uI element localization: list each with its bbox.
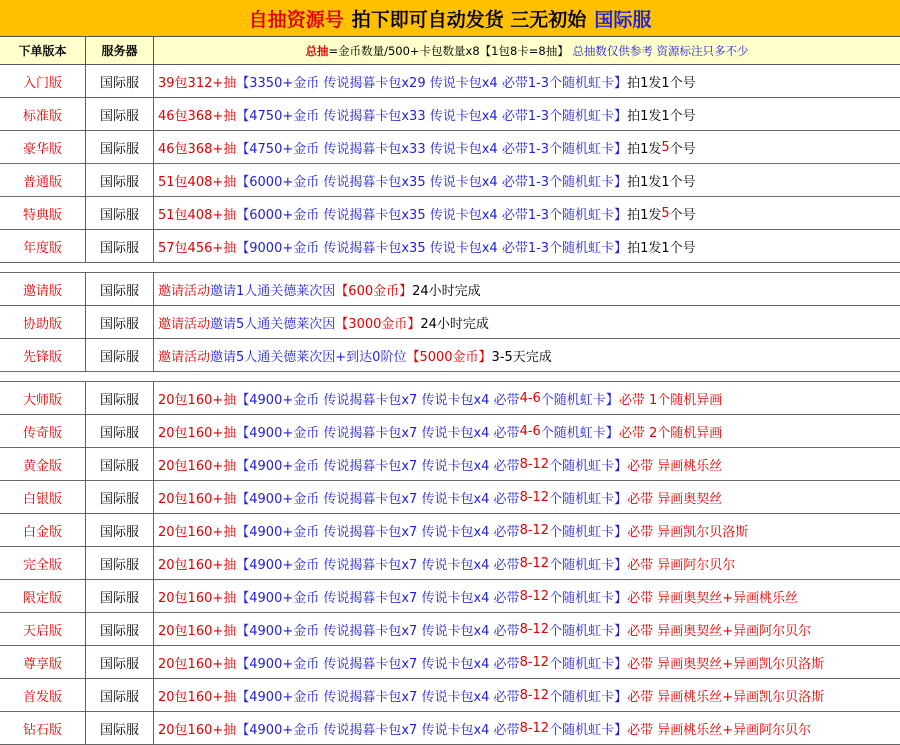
- version-cell: 协助版: [0, 306, 86, 338]
- version-cell: 普通版: [0, 164, 86, 196]
- server-cell: 国际服: [86, 448, 154, 480]
- header-note-formula: =金币数量/500+卡包数量x8【1包8卡=8抽】: [328, 43, 569, 58]
- content-segment: 20包160+抽: [158, 392, 237, 408]
- content-segment: 24小时完成: [420, 316, 489, 332]
- content-segment: 【4750+金币 传说揭暮卡包x33 传说卡包x4 必带1-3个随机虹卡】: [236, 108, 628, 124]
- header-note-disclaimer: 总抽数仅供参考 资源标注只多不少: [572, 43, 749, 58]
- content-segment: 39包312+抽: [158, 75, 237, 91]
- content-segment: 【6000+金币 传说揭暮卡包x35 传说卡包x4 必带1-3个随机虹卡】: [236, 207, 628, 223]
- content-cell: [154, 448, 900, 480]
- table-header: [0, 37, 900, 65]
- content-segment: 8-12: [519, 621, 550, 637]
- table-row: [0, 230, 900, 263]
- content-segment: 必带 1个随机异画: [618, 392, 723, 408]
- content-segment: 【4900+金币 传说揭暮卡包x7 传说卡包x4 必带: [236, 425, 520, 441]
- content-segment: 邀请5人通关德莱次因: [210, 316, 336, 332]
- content-segment: 拍1发1个号: [627, 174, 696, 190]
- content-segment: 5: [661, 139, 670, 155]
- content-segment: 8-12: [519, 720, 550, 736]
- version-cell: 豪华版: [0, 131, 86, 163]
- table-row: [0, 164, 900, 197]
- server-cell: 国际服: [86, 197, 154, 229]
- content-segment: 【4900+金币 传说揭暮卡包x7 传说卡包x4 必带: [236, 590, 520, 606]
- sheet-title: [0, 0, 900, 37]
- content-segment: 必带 异画奥契丝+异画阿尔贝尔: [627, 623, 812, 639]
- version-cell: 邀请版: [0, 273, 86, 305]
- content-cell: [154, 679, 900, 711]
- content-segment: 个随机虹卡】: [549, 557, 628, 573]
- server-cell: 国际服: [86, 65, 154, 97]
- version-cell: 完全版: [0, 547, 86, 579]
- server-cell: 国际服: [86, 131, 154, 163]
- group-separator: [0, 372, 900, 382]
- server-cell: 国际服: [86, 646, 154, 678]
- content-segment: 拍1发1个号: [627, 240, 696, 256]
- content-cell: [154, 98, 900, 130]
- content-cell: [154, 273, 900, 305]
- content-segment: 3-5天完成: [491, 349, 552, 365]
- table-row: [0, 306, 900, 339]
- content-segment: 20包160+抽: [158, 524, 237, 540]
- content-segment: 8-12: [519, 456, 550, 472]
- server-cell: 国际服: [86, 306, 154, 338]
- server-cell: 国际服: [86, 230, 154, 262]
- content-cell: [154, 230, 900, 262]
- content-segment: 必带 异画阿尔贝尔: [627, 557, 736, 573]
- version-cell: 尊享版: [0, 646, 86, 678]
- content-segment: 5: [661, 205, 670, 221]
- content-segment: 20包160+抽: [158, 491, 237, 507]
- content-segment: 【5000金币】: [406, 349, 492, 365]
- content-segment: 个随机虹卡】: [549, 458, 628, 474]
- content-segment: 【600金币】: [335, 283, 413, 299]
- content-segment: 邀请活动: [158, 349, 211, 365]
- content-segment: 邀请5人通关德莱次因+到达0阶位: [210, 349, 407, 365]
- content-segment: 必带 异画桃乐丝+异画阿尔贝尔: [627, 722, 812, 738]
- table-row: [0, 98, 900, 131]
- content-segment: 【4900+金币 传说揭暮卡包x7 传说卡包x4 必带: [236, 557, 520, 573]
- content-segment: 邀请活动: [158, 316, 211, 332]
- content-segment: 20包160+抽: [158, 656, 237, 672]
- content-segment: 个随机虹卡】: [549, 590, 628, 606]
- version-cell: 年度版: [0, 230, 86, 262]
- server-cell: 国际服: [86, 164, 154, 196]
- content-segment: 8-12: [519, 489, 550, 505]
- content-segment: 【4900+金币 传说揭暮卡包x7 传说卡包x4 必带: [236, 623, 520, 639]
- content-segment: 【9000+金币 传说揭暮卡包x35 传说卡包x4 必带1-3个随机虹卡】: [236, 240, 628, 256]
- content-segment: 【4900+金币 传说揭暮卡包x7 传说卡包x4 必带: [236, 689, 520, 705]
- version-cell: 白金版: [0, 514, 86, 546]
- content-segment: 个随机虹卡】: [540, 425, 619, 441]
- version-cell: 天启版: [0, 613, 86, 645]
- header-version: 下单版本: [0, 37, 86, 64]
- content-segment: 4-6: [519, 423, 541, 439]
- content-segment: 【3350+金币 传说揭暮卡包x29 传说卡包x4 必带1-3个随机虹卡】: [236, 75, 628, 91]
- server-cell: 国际服: [86, 481, 154, 513]
- version-cell: 标准版: [0, 98, 86, 130]
- server-cell: 国际服: [86, 98, 154, 130]
- server-cell: 国际服: [86, 580, 154, 612]
- content-segment: 必带 异画奥契丝+异画凯尔贝洛斯: [627, 656, 825, 672]
- content-segment: 46包368+抽: [158, 141, 237, 157]
- content-segment: 8-12: [519, 588, 550, 604]
- header-note: [154, 37, 900, 64]
- content-segment: 必带 异画桃乐丝: [627, 458, 723, 474]
- content-segment: 拍1发1个号: [627, 108, 696, 124]
- header-server: 服务器: [86, 37, 154, 64]
- table-row: [0, 712, 900, 745]
- content-cell: [154, 514, 900, 546]
- content-cell: [154, 382, 900, 414]
- content-cell: [154, 65, 900, 97]
- table-row: [0, 646, 900, 679]
- version-cell: 限定版: [0, 580, 86, 612]
- content-segment: 20包160+抽: [158, 458, 237, 474]
- content-segment: 20包160+抽: [158, 623, 237, 639]
- table-body: [0, 65, 900, 745]
- content-segment: 8-12: [519, 687, 550, 703]
- content-segment: 20包160+抽: [158, 557, 237, 573]
- version-cell: 先锋版: [0, 339, 86, 371]
- content-segment: 20包160+抽: [158, 722, 237, 738]
- header-note-total: 总抽: [305, 43, 329, 58]
- content-segment: 个随机虹卡】: [549, 722, 628, 738]
- title-server: 国际服: [594, 8, 652, 31]
- content-segment: 【4750+金币 传说揭暮卡包x33 传说卡包x4 必带1-3个随机虹卡】: [236, 141, 628, 157]
- content-segment: 51包408+抽: [158, 174, 237, 190]
- content-segment: 【4900+金币 传说揭暮卡包x7 传说卡包x4 必带: [236, 458, 520, 474]
- content-segment: 20包160+抽: [158, 425, 237, 441]
- content-cell: [154, 197, 900, 229]
- content-segment: 个随机虹卡】: [549, 689, 628, 705]
- version-cell: 黄金版: [0, 448, 86, 480]
- content-cell: [154, 131, 900, 163]
- table-row: [0, 339, 900, 372]
- server-cell: 国际服: [86, 415, 154, 447]
- server-cell: 国际服: [86, 514, 154, 546]
- table-row: [0, 514, 900, 547]
- content-segment: 20包160+抽: [158, 689, 237, 705]
- server-cell: 国际服: [86, 613, 154, 645]
- table-row: [0, 481, 900, 514]
- table-row: [0, 382, 900, 415]
- content-segment: 【3000金币】: [335, 316, 421, 332]
- content-segment: 24小时完成: [412, 283, 481, 299]
- version-cell: 首发版: [0, 679, 86, 711]
- content-cell: [154, 339, 900, 371]
- content-segment: 个随机虹卡】: [549, 623, 628, 639]
- content-segment: 4-6: [519, 390, 541, 406]
- server-cell: 国际服: [86, 547, 154, 579]
- content-segment: 【4900+金币 传说揭暮卡包x7 传说卡包x4 必带: [236, 392, 520, 408]
- version-cell: 入门版: [0, 65, 86, 97]
- content-cell: [154, 164, 900, 196]
- content-segment: 8-12: [519, 555, 550, 571]
- content-segment: 拍1发: [627, 207, 662, 223]
- content-segment: 个随机虹卡】: [549, 491, 628, 507]
- content-segment: 20包160+抽: [158, 590, 237, 606]
- table-row: [0, 197, 900, 230]
- content-segment: 57包456+抽: [158, 240, 237, 256]
- content-segment: 【4900+金币 传说揭暮卡包x7 传说卡包x4 必带: [236, 656, 520, 672]
- table-row: [0, 131, 900, 164]
- server-cell: 国际服: [86, 679, 154, 711]
- table-row: [0, 580, 900, 613]
- content-segment: 邀请1人通关德莱次因: [210, 283, 336, 299]
- content-cell: [154, 547, 900, 579]
- version-cell: 特典版: [0, 197, 86, 229]
- version-cell: 大师版: [0, 382, 86, 414]
- content-segment: 个号: [669, 207, 696, 223]
- content-segment: 拍1发: [627, 141, 662, 157]
- server-cell: 国际服: [86, 273, 154, 305]
- content-segment: 【4900+金币 传说揭暮卡包x7 传说卡包x4 必带: [236, 524, 520, 540]
- server-cell: 国际服: [86, 339, 154, 371]
- content-cell: [154, 415, 900, 447]
- content-segment: 必带 异画奥契丝+异画桃乐丝: [627, 590, 799, 606]
- content-segment: 51包408+抽: [158, 207, 237, 223]
- content-cell: [154, 712, 900, 744]
- content-segment: 必带 异画凯尔贝洛斯: [627, 524, 749, 540]
- table-row: [0, 547, 900, 580]
- table-row: [0, 613, 900, 646]
- title-slogan: 拍下即可自动发货 三无初始: [351, 8, 587, 31]
- content-cell: [154, 613, 900, 645]
- content-segment: 必带 异画桃乐丝+异画凯尔贝洛斯: [627, 689, 825, 705]
- table-row: [0, 448, 900, 481]
- content-cell: [154, 580, 900, 612]
- version-cell: 钻石版: [0, 712, 86, 744]
- content-segment: 必带 异画奥契丝: [627, 491, 723, 507]
- content-segment: 8-12: [519, 522, 550, 538]
- content-segment: 8-12: [519, 654, 550, 670]
- title-shop-name: 自抽资源号: [248, 8, 344, 31]
- version-cell: 白银版: [0, 481, 86, 513]
- table-row: [0, 273, 900, 306]
- content-segment: 个随机虹卡】: [549, 524, 628, 540]
- version-cell: 传奇版: [0, 415, 86, 447]
- content-segment: 个随机虹卡】: [549, 656, 628, 672]
- server-cell: 国际服: [86, 382, 154, 414]
- table-row: [0, 65, 900, 98]
- content-segment: 邀请活动: [158, 283, 211, 299]
- content-segment: 【6000+金币 传说揭暮卡包x35 传说卡包x4 必带1-3个随机虹卡】: [236, 174, 628, 190]
- content-segment: 个号: [669, 141, 696, 157]
- content-cell: [154, 481, 900, 513]
- content-segment: 【4900+金币 传说揭暮卡包x7 传说卡包x4 必带: [236, 491, 520, 507]
- content-segment: 个随机虹卡】: [540, 392, 619, 408]
- content-segment: 46包368+抽: [158, 108, 237, 124]
- group-separator: [0, 263, 900, 273]
- table-row: [0, 679, 900, 712]
- content-segment: 必带 2个随机异画: [618, 425, 723, 441]
- content-cell: [154, 646, 900, 678]
- server-cell: 国际服: [86, 712, 154, 744]
- table-row: [0, 415, 900, 448]
- content-cell: [154, 306, 900, 338]
- content-segment: 拍1发1个号: [627, 75, 696, 91]
- content-segment: 【4900+金币 传说揭暮卡包x7 传说卡包x4 必带: [236, 722, 520, 738]
